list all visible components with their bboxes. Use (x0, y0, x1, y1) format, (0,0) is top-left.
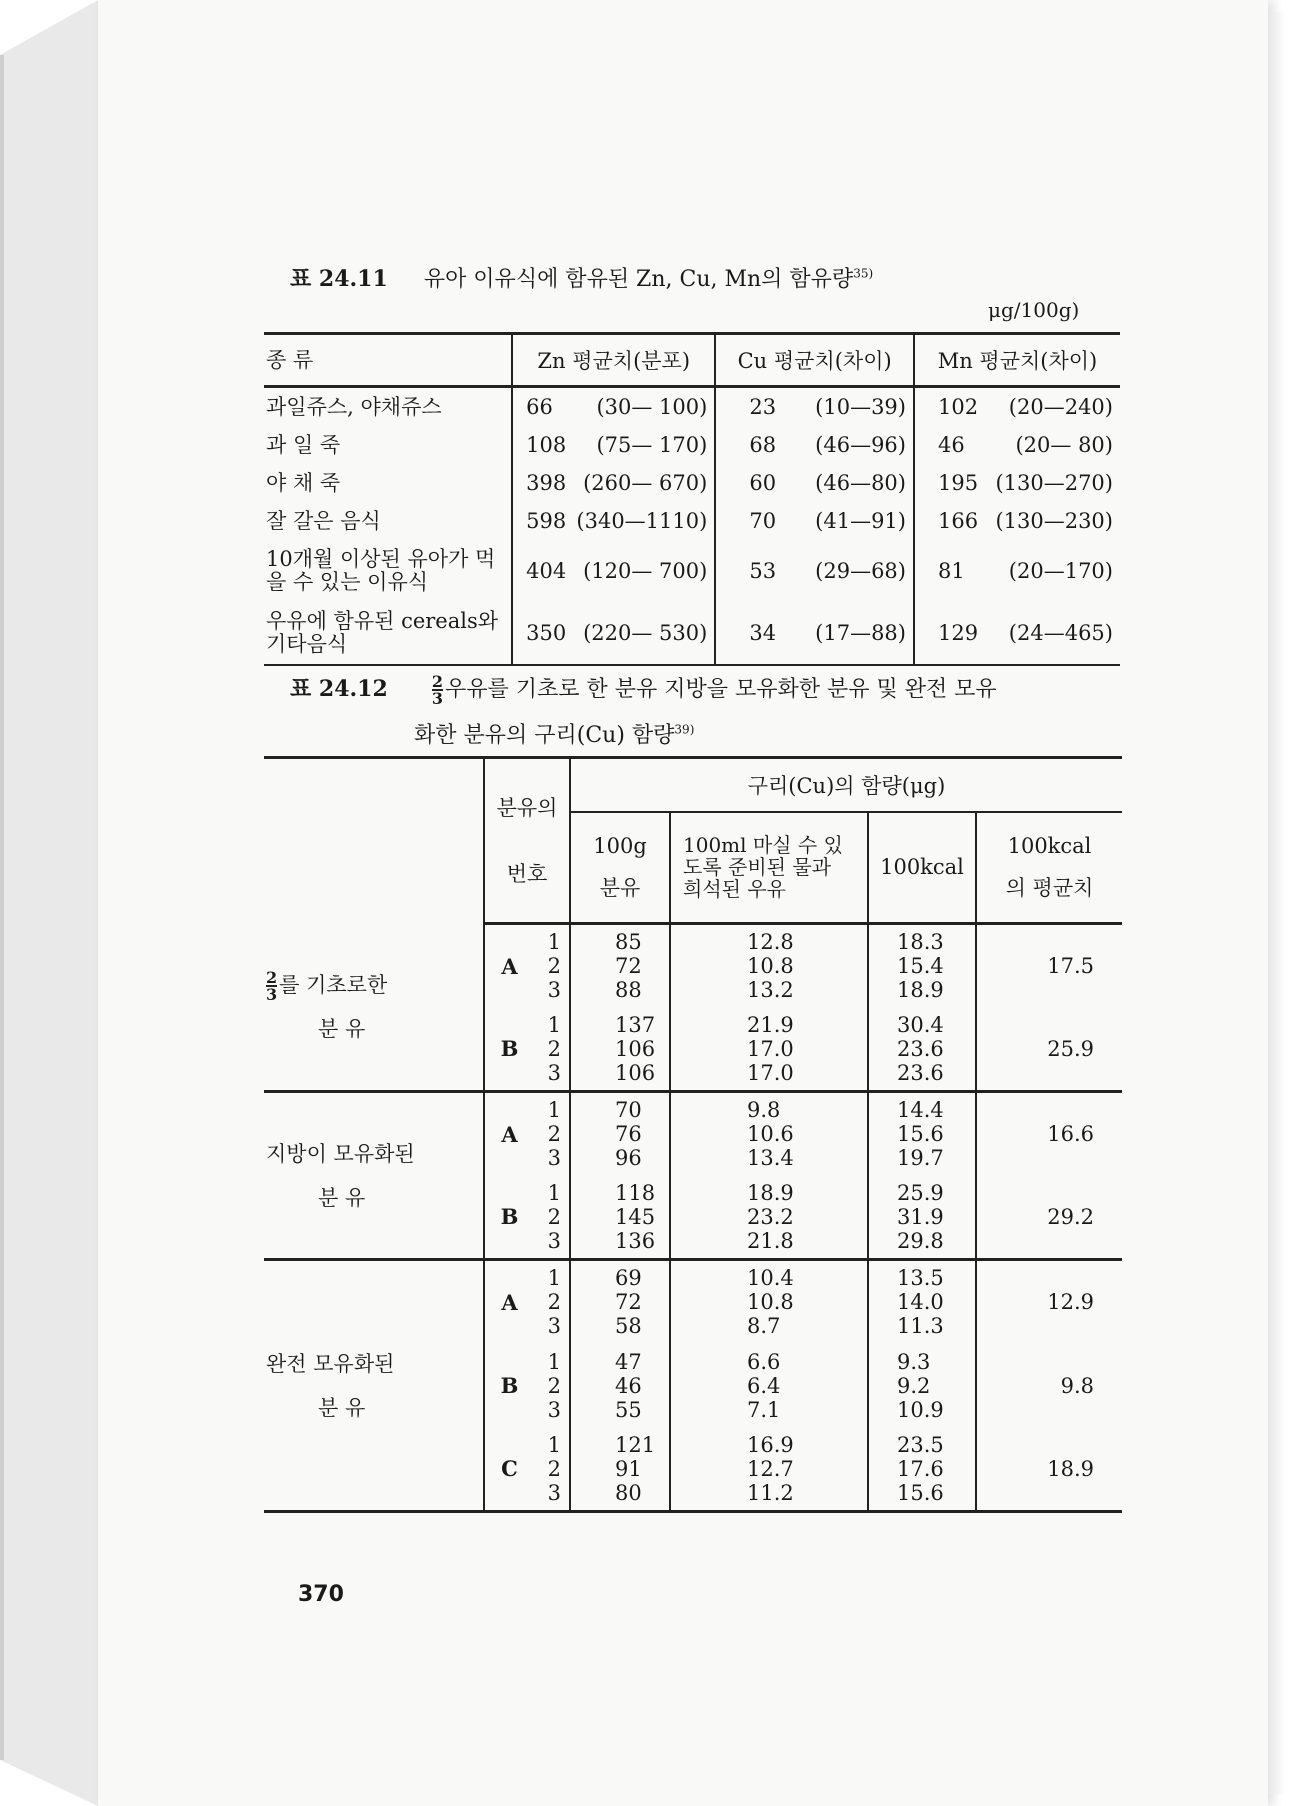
header-avg: 100kcal 의 평균치 (976, 812, 1122, 924)
g100-values: 85 72 88 (570, 924, 670, 1008)
formula-row (264, 924, 1122, 1008)
cu-cell: 34 (17—88) (715, 602, 914, 665)
table-row (264, 602, 1120, 665)
header-cu-content: 구리(Cu)의 함량(μg) (570, 758, 1122, 812)
row-type: 우유에 함유된 cereals와 기타음식 (264, 602, 512, 665)
table-row (264, 464, 1120, 502)
table-24-12-caption-line2 (414, 718, 694, 749)
formula-row (264, 1260, 1122, 1344)
header-cu: Cu 평균치(차이) (715, 334, 914, 387)
header-type: 종 류 (264, 334, 512, 387)
formula-letter: B (484, 1344, 534, 1428)
row-type: 잘 갈은 음식 (266, 508, 381, 533)
table-24-12 (264, 756, 1122, 1513)
cu-cell: 53 (29—68) (715, 540, 914, 602)
two-thirds-fraction: $\frac{2}{3}$ (431, 672, 443, 708)
ml100-values: 18.9 23.2 21.8 (670, 1176, 868, 1260)
ml100-values: 21.9 17.0 17.0 (670, 1008, 868, 1092)
kcal-values: 18.3 15.4 18.9 (868, 924, 976, 1008)
table-title-line2: 화한 분유의 구리(Cu) 함량 (414, 723, 675, 748)
avg-value: 25.9 (976, 1008, 1122, 1092)
row-type: 야 채 죽 (266, 470, 341, 495)
formula-numbers: 1 2 3 (547, 1098, 561, 1171)
kcal-values: 30.4 23.6 23.6 (868, 1008, 976, 1092)
unit-label: μg/100g) (988, 298, 1080, 322)
table-label: 표 24.11 (290, 266, 388, 292)
page-edge-shadow (1268, 12, 1286, 1794)
ml100-values: 16.9 12.7 11.2 (670, 1428, 868, 1512)
cu-cell: 70 (41—91) (715, 502, 914, 540)
ml100-values: 6.6 6.4 7.1 (670, 1344, 868, 1428)
header-mn: Mn 평균치(차이) (914, 334, 1120, 387)
mn-cell: 102 (20—240) (914, 387, 1120, 427)
table-24-12-caption (290, 672, 997, 706)
table-title: 유아 이유식에 함유된 Zn, Cu, Mn의 함유량 (423, 267, 854, 292)
cu-cell: 23 (10—39) (715, 387, 914, 427)
zn-cell: 66 (30— 100) (512, 387, 715, 427)
kcal-values: 9.3 9.2 10.9 (868, 1344, 976, 1428)
group-name: $\frac{2}{3}$ 를 기초로한 분 유 (264, 924, 484, 1092)
g100-values: 70 76 96 (570, 1092, 670, 1176)
header-100ml: 100ml 마실 수 있도록 준비된 물과 희석된 우유 (670, 812, 868, 924)
reference-mark: 35) (853, 266, 874, 281)
table-24-11-caption (290, 262, 873, 293)
g100-values: 121 91 80 (570, 1428, 670, 1512)
kcal-values: 14.4 15.6 19.7 (868, 1092, 976, 1176)
header-100g: 100g 분유 (570, 812, 670, 924)
mn-cell: 129 (24—465) (914, 602, 1120, 665)
header-formula-no: 분유의 번호 (484, 758, 570, 924)
ml100-values: 9.8 10.6 13.4 (670, 1092, 868, 1176)
kcal-values: 13.5 14.0 11.3 (868, 1260, 976, 1344)
ml100-values: 10.4 10.8 8.7 (670, 1260, 868, 1344)
g100-values: 47 46 55 (570, 1344, 670, 1428)
avg-value: 9.8 (976, 1344, 1122, 1428)
header-zn: Zn 평균치(분포) (512, 334, 715, 387)
zn-cell: 404 (120— 700) (512, 540, 715, 602)
formula-letter: B (484, 1008, 534, 1092)
reference-mark: 39) (674, 722, 695, 737)
table-24-11 (264, 332, 1120, 666)
g100-values: 137 106 106 (570, 1008, 670, 1092)
table-row (264, 426, 1120, 464)
group-name: 완전 모유화된 분 유 (264, 1260, 484, 1512)
ml100-values: 12.8 10.8 13.2 (670, 924, 868, 1008)
formula-numbers: 1 2 3 (547, 930, 561, 1003)
zn-cell: 108 (75— 170) (512, 426, 715, 464)
avg-value: 16.6 (976, 1092, 1122, 1176)
page-number: 370 (298, 1582, 344, 1607)
avg-value: 17.5 (976, 924, 1122, 1008)
table-label: 표 24.12 (290, 676, 388, 702)
mn-cell: 166 (130—230) (914, 502, 1120, 540)
formula-numbers: 1 2 3 (534, 1008, 570, 1092)
g100-values: 118 145 136 (570, 1176, 670, 1260)
avg-value: 29.2 (976, 1176, 1122, 1260)
table-row (264, 540, 1120, 602)
formula-letter: A (484, 1260, 534, 1344)
formula-numbers: 1 2 3 (534, 1428, 570, 1512)
header-blank (264, 758, 484, 924)
formula-letter: A (484, 924, 534, 1008)
row-type: 과일쥬스, 야채쥬스 (266, 394, 442, 419)
formula-numbers: 1 2 3 (534, 1176, 570, 1260)
zn-cell: 398 (260— 670) (512, 464, 715, 502)
group-name: 지방이 모유화된 분 유 (264, 1092, 484, 1260)
cu-cell: 68 (46—96) (715, 426, 914, 464)
zn-cell: 350 (220— 530) (512, 602, 715, 665)
book-spine (0, 0, 99, 1806)
formula-numbers: 1 2 3 (547, 1349, 561, 1422)
cu-cell: 60 (46—80) (715, 464, 914, 502)
table-row (264, 502, 1120, 540)
formula-letter: C (484, 1428, 534, 1512)
table-title-line1: 우유를 기초로 한 분유 지방을 모유화한 분유 및 완전 모유 (444, 677, 997, 702)
row-type: 10개월 이상된 유아가 먹을 수 있는 이유식 (266, 547, 496, 594)
mn-cell: 195 (130—270) (914, 464, 1120, 502)
zn-cell: 598 (340—1110) (512, 502, 715, 540)
kcal-values: 23.5 17.6 15.6 (868, 1428, 976, 1512)
formula-numbers: 1 2 3 (547, 1266, 561, 1339)
header-100kcal: 100kcal (868, 812, 976, 924)
formula-letter: B (484, 1176, 534, 1260)
mn-cell: 81 (20—170) (914, 540, 1120, 602)
kcal-values: 25.9 31.9 29.8 (868, 1176, 976, 1260)
mn-cell: 46 (20— 80) (914, 426, 1120, 464)
row-type: 과 일 죽 (266, 432, 341, 457)
two-thirds-fraction: $\frac{2}{3}$ (266, 968, 278, 1005)
formula-letter: A (484, 1092, 534, 1176)
avg-value: 12.9 (976, 1260, 1122, 1344)
table-row (264, 387, 1120, 427)
g100-values: 69 72 58 (570, 1260, 670, 1344)
spine-edge (0, 55, 4, 1760)
formula-row (264, 1092, 1122, 1176)
avg-value: 18.9 (976, 1428, 1122, 1512)
